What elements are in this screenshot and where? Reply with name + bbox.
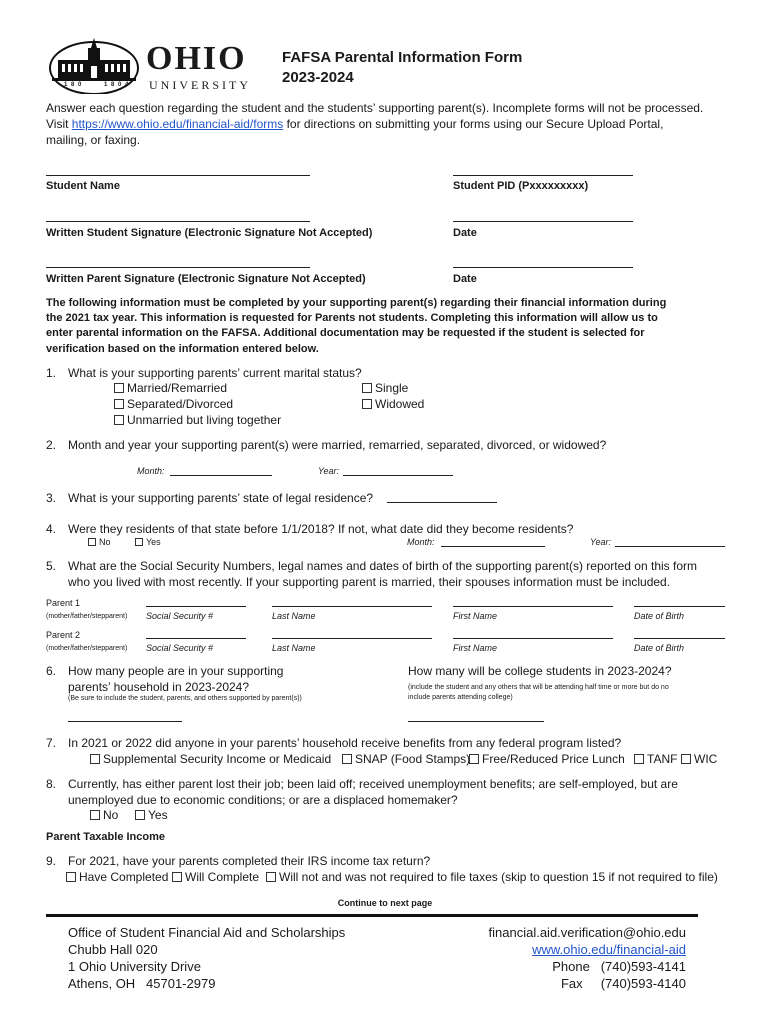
phone-label: Phone <box>552 959 590 974</box>
parent1-ssn-field[interactable] <box>146 606 246 607</box>
q9-completed-label: Have Completed <box>79 870 169 884</box>
q6-number: 6. <box>46 664 57 678</box>
checkbox-icon <box>681 754 691 764</box>
q8-number: 8. <box>46 777 57 791</box>
q8-line-2: unemployed due to economic conditions; or are a displaced homemaker? <box>68 793 458 807</box>
notice-line-2: the 2021 tax year. This information is requested for Parents not students. Completing this information will allow us to <box>46 312 658 324</box>
fax-label: Fax <box>560 976 583 991</box>
parent-date-field[interactable] <box>453 267 633 268</box>
notice-line-1: The following information must be completed by your supporting parent(s) regarding their financial information during <box>46 297 667 309</box>
q2-month-field[interactable] <box>170 475 272 476</box>
intro-line-1: Answer each question regarding the student and the students’ supporting parent(s). Incomplete forms will not be processed. <box>46 101 704 115</box>
checkbox-icon <box>469 754 479 764</box>
intro-line-2-rest: for directions on submitting your forms using our Secure Upload Portal, <box>283 117 664 131</box>
checkbox-icon <box>266 872 276 882</box>
q2-year-label: Year: <box>318 466 340 476</box>
logo-year-left: 1 8 0 <box>64 82 83 88</box>
q8-no-option[interactable] <box>90 807 118 823</box>
q6-right-note-1: (include the student and any others that will be attending half time or more but do no <box>408 684 669 691</box>
continue-note: Continue to next page <box>337 898 433 908</box>
parent2-first-field[interactable] <box>453 638 613 639</box>
parent-date-label: Date <box>453 273 477 285</box>
q6-right-note-2: include parents attending college) <box>408 694 513 701</box>
parent2-ssn-label: Social Security # <box>146 643 214 653</box>
student-name-field[interactable] <box>46 175 310 176</box>
parent-taxable-income-heading: Parent Taxable Income <box>46 831 166 843</box>
notice-line-4: verification based on the information entered below. <box>46 343 319 355</box>
logo-year: 1 8 0 4 <box>104 82 130 88</box>
q7-snap-label: SNAP (Food Stamps) <box>355 752 471 766</box>
q9-option-not-required[interactable] <box>266 869 718 885</box>
q8-no-label: No <box>103 808 119 822</box>
q3-state-field[interactable] <box>387 502 497 503</box>
parent1-label: Parent 1 <box>46 598 81 608</box>
q6-college-field[interactable] <box>408 721 544 722</box>
checkbox-icon <box>66 872 76 882</box>
visit-label: Visit <box>46 117 69 131</box>
q6-right-text: How many will be college students in 2023-2024? <box>408 664 672 678</box>
q6-line-2: parents’ household in 2023-2024? <box>68 680 250 694</box>
option-separated[interactable] <box>114 396 233 412</box>
form-title: FAFSA Parental Information Form <box>282 49 523 66</box>
footer-divider <box>46 914 698 917</box>
q4-year-label: Year: <box>590 537 612 547</box>
q8-yes-label: Yes <box>148 808 168 822</box>
student-pid-label: Student PID (Pxxxxxxxxx) <box>453 180 589 192</box>
parent1-ssn-label: Social Security # <box>146 611 214 621</box>
student-date-label: Date <box>453 227 477 239</box>
parent2-relation: (mother/father/stepparent) <box>46 645 128 652</box>
checkbox-icon <box>88 538 96 546</box>
office-hall: Chubb Hall 020 <box>68 942 158 957</box>
q4-no-label: No <box>99 537 111 547</box>
office-city: Athens, OH 45701-2979 <box>68 976 216 991</box>
ohio-university-logo <box>48 36 263 98</box>
q9-number: 9. <box>46 854 57 868</box>
parent1-last-field[interactable] <box>272 606 432 607</box>
option-separated-label: Separated/Divorced <box>127 397 234 411</box>
checkbox-icon <box>90 754 100 764</box>
q2-number: 2. <box>46 438 57 452</box>
q6-line-1: How many people are in your supporting <box>68 664 284 678</box>
office-street: 1 Ohio University Drive <box>68 959 201 974</box>
office-name: Office of Student Financial Aid and Scholarships <box>68 925 346 940</box>
q4-number: 4. <box>46 522 57 536</box>
q4-month-field[interactable] <box>441 546 545 547</box>
option-widowed[interactable] <box>362 396 424 412</box>
q4-year-field[interactable] <box>615 546 725 547</box>
q7-wic-label: WIC <box>694 752 718 766</box>
q7-option-snap[interactable] <box>342 751 470 767</box>
option-single[interactable] <box>362 380 408 396</box>
parent1-first-field[interactable] <box>453 606 613 607</box>
q7-ssi-label: Supplemental Security Income or Medicaid <box>103 752 332 766</box>
logo-name: OHIO <box>146 40 247 77</box>
phone-number: (740)593-4141 <box>600 959 686 974</box>
parent1-dob-label: Date of Birth <box>634 611 685 621</box>
student-signature-label: Written Student Signature (Electronic Signature Not Accepted) <box>46 227 373 239</box>
option-unmarried-label: Unmarried but living together <box>127 413 282 427</box>
q2-year-field[interactable] <box>343 475 453 476</box>
q7-number: 7. <box>46 736 57 750</box>
checkbox-icon <box>135 810 145 820</box>
q5-line-1: What are the Social Security Numbers, legal names and dates of birth of the supporting parent(s) reported on this form <box>68 559 697 573</box>
checkbox-icon <box>362 399 372 409</box>
parent2-last-field[interactable] <box>272 638 432 639</box>
q4-yes-option[interactable] <box>135 536 161 548</box>
checkbox-icon <box>114 399 124 409</box>
parent1-dob-field[interactable] <box>634 606 725 607</box>
option-married[interactable] <box>114 380 227 396</box>
q8-line-1: Currently, has either parent lost their job; been laid off; received unemployment benefits; are self-employed, but are <box>68 777 678 791</box>
student-signature-field[interactable] <box>46 221 310 222</box>
contact-fax <box>561 975 686 992</box>
q6-note: (Be sure to include the student, parents, and others supported by parent(s)) <box>68 695 302 702</box>
q6-household-field[interactable] <box>68 721 182 722</box>
student-date-field[interactable] <box>453 221 633 222</box>
student-name-label: Student Name <box>46 180 120 192</box>
q3-text: What is your supporting parents’ state of legal residence? <box>68 491 374 505</box>
checkbox-icon <box>362 383 372 393</box>
parent2-last-label: Last Name <box>272 643 316 653</box>
parent2-dob-field[interactable] <box>634 638 725 639</box>
forms-link[interactable]: https://www.ohio.edu/financial-aid/forms <box>71 117 284 131</box>
q9-option-completed[interactable] <box>66 869 168 885</box>
q7-text: In 2021 or 2022 did anyone in your parents’ household receive benefits from any federal program listed? <box>68 736 622 750</box>
checkbox-icon <box>90 810 100 820</box>
q1-number: 1. <box>46 366 57 380</box>
intro-line-2 <box>46 116 663 132</box>
q9-text: For 2021, have your parents completed their IRS income tax return? <box>68 854 431 868</box>
option-married-label: Married/Remarried <box>127 381 228 395</box>
logo-sub: UNIVERSITY <box>149 78 251 92</box>
checkbox-icon <box>172 872 182 882</box>
q7-tanf-label: TANF <box>647 752 678 766</box>
parent1-relation: (mother/father/stepparent) <box>46 613 128 620</box>
student-pid-field[interactable] <box>453 175 633 176</box>
parent-signature-field[interactable] <box>46 267 310 268</box>
option-widowed-label: Widowed <box>375 397 425 411</box>
q4-no-option[interactable] <box>88 536 111 548</box>
option-single-label: Single <box>375 381 409 395</box>
q7-option-lunch[interactable] <box>469 751 625 767</box>
q7-option-wic[interactable] <box>681 751 717 767</box>
q7-option-tanf[interactable] <box>634 751 677 767</box>
option-unmarried[interactable] <box>114 412 281 428</box>
checkbox-icon <box>114 415 124 425</box>
q9-option-will-complete[interactable] <box>172 869 259 885</box>
q4-month-label: Month: <box>407 537 435 547</box>
parent2-first-label: First Name <box>453 643 498 653</box>
contact-website-link[interactable]: www.ohio.edu/financial-aid <box>532 942 686 957</box>
q4-yes-label: Yes <box>146 537 161 547</box>
contact-phone <box>552 958 686 975</box>
notice-line-3: enter parental information on the FAFSA. Additional documentation may be requested if the student is selected for <box>46 327 645 339</box>
fax-number: (740)593-4140 <box>600 976 686 991</box>
q7-option-ssi[interactable] <box>90 751 331 767</box>
checkbox-icon <box>342 754 352 764</box>
parent2-dob-label: Date of Birth <box>634 643 685 653</box>
parent1-last-label: Last Name <box>272 611 316 621</box>
contact-email[interactable]: financial.aid.verification@ohio.edu <box>488 925 686 940</box>
intro-line-3: mailing, or faxing. <box>46 133 141 147</box>
parent2-label: Parent 2 <box>46 630 81 640</box>
form-year: 2023-2024 <box>282 69 354 86</box>
q1-text: What is your supporting parents’ current marital status? <box>68 366 362 380</box>
q3-number: 3. <box>46 491 57 505</box>
q2-text: Month and year your supporting parent(s) were married, remarried, separated, divorced, or widowed? <box>68 438 607 452</box>
q5-line-2: who you lived with most recently. If your supporting parent is married, their spouses information must be included. <box>68 575 671 589</box>
q4-text: Were they residents of that state before 1/1/2018? If not, what date did they become residents? <box>68 522 574 536</box>
checkbox-icon <box>114 383 124 393</box>
checkbox-icon <box>634 754 644 764</box>
checkbox-icon <box>135 538 143 546</box>
q9-will-complete-label: Will Complete <box>185 870 260 884</box>
parent2-ssn-field[interactable] <box>146 638 246 639</box>
q7-lunch-label: Free/Reduced Price Lunch <box>482 752 625 766</box>
q8-yes-option[interactable] <box>135 807 168 823</box>
parent-signature-label: Written Parent Signature (Electronic Signature Not Accepted) <box>46 273 366 285</box>
q9-not-required-label: Will not and was not required to file taxes (skip to question 15 if not required to file) <box>279 870 718 884</box>
parent1-first-label: First Name <box>453 611 498 621</box>
q5-number: 5. <box>46 559 57 573</box>
q2-month-label: Month: <box>137 466 165 476</box>
